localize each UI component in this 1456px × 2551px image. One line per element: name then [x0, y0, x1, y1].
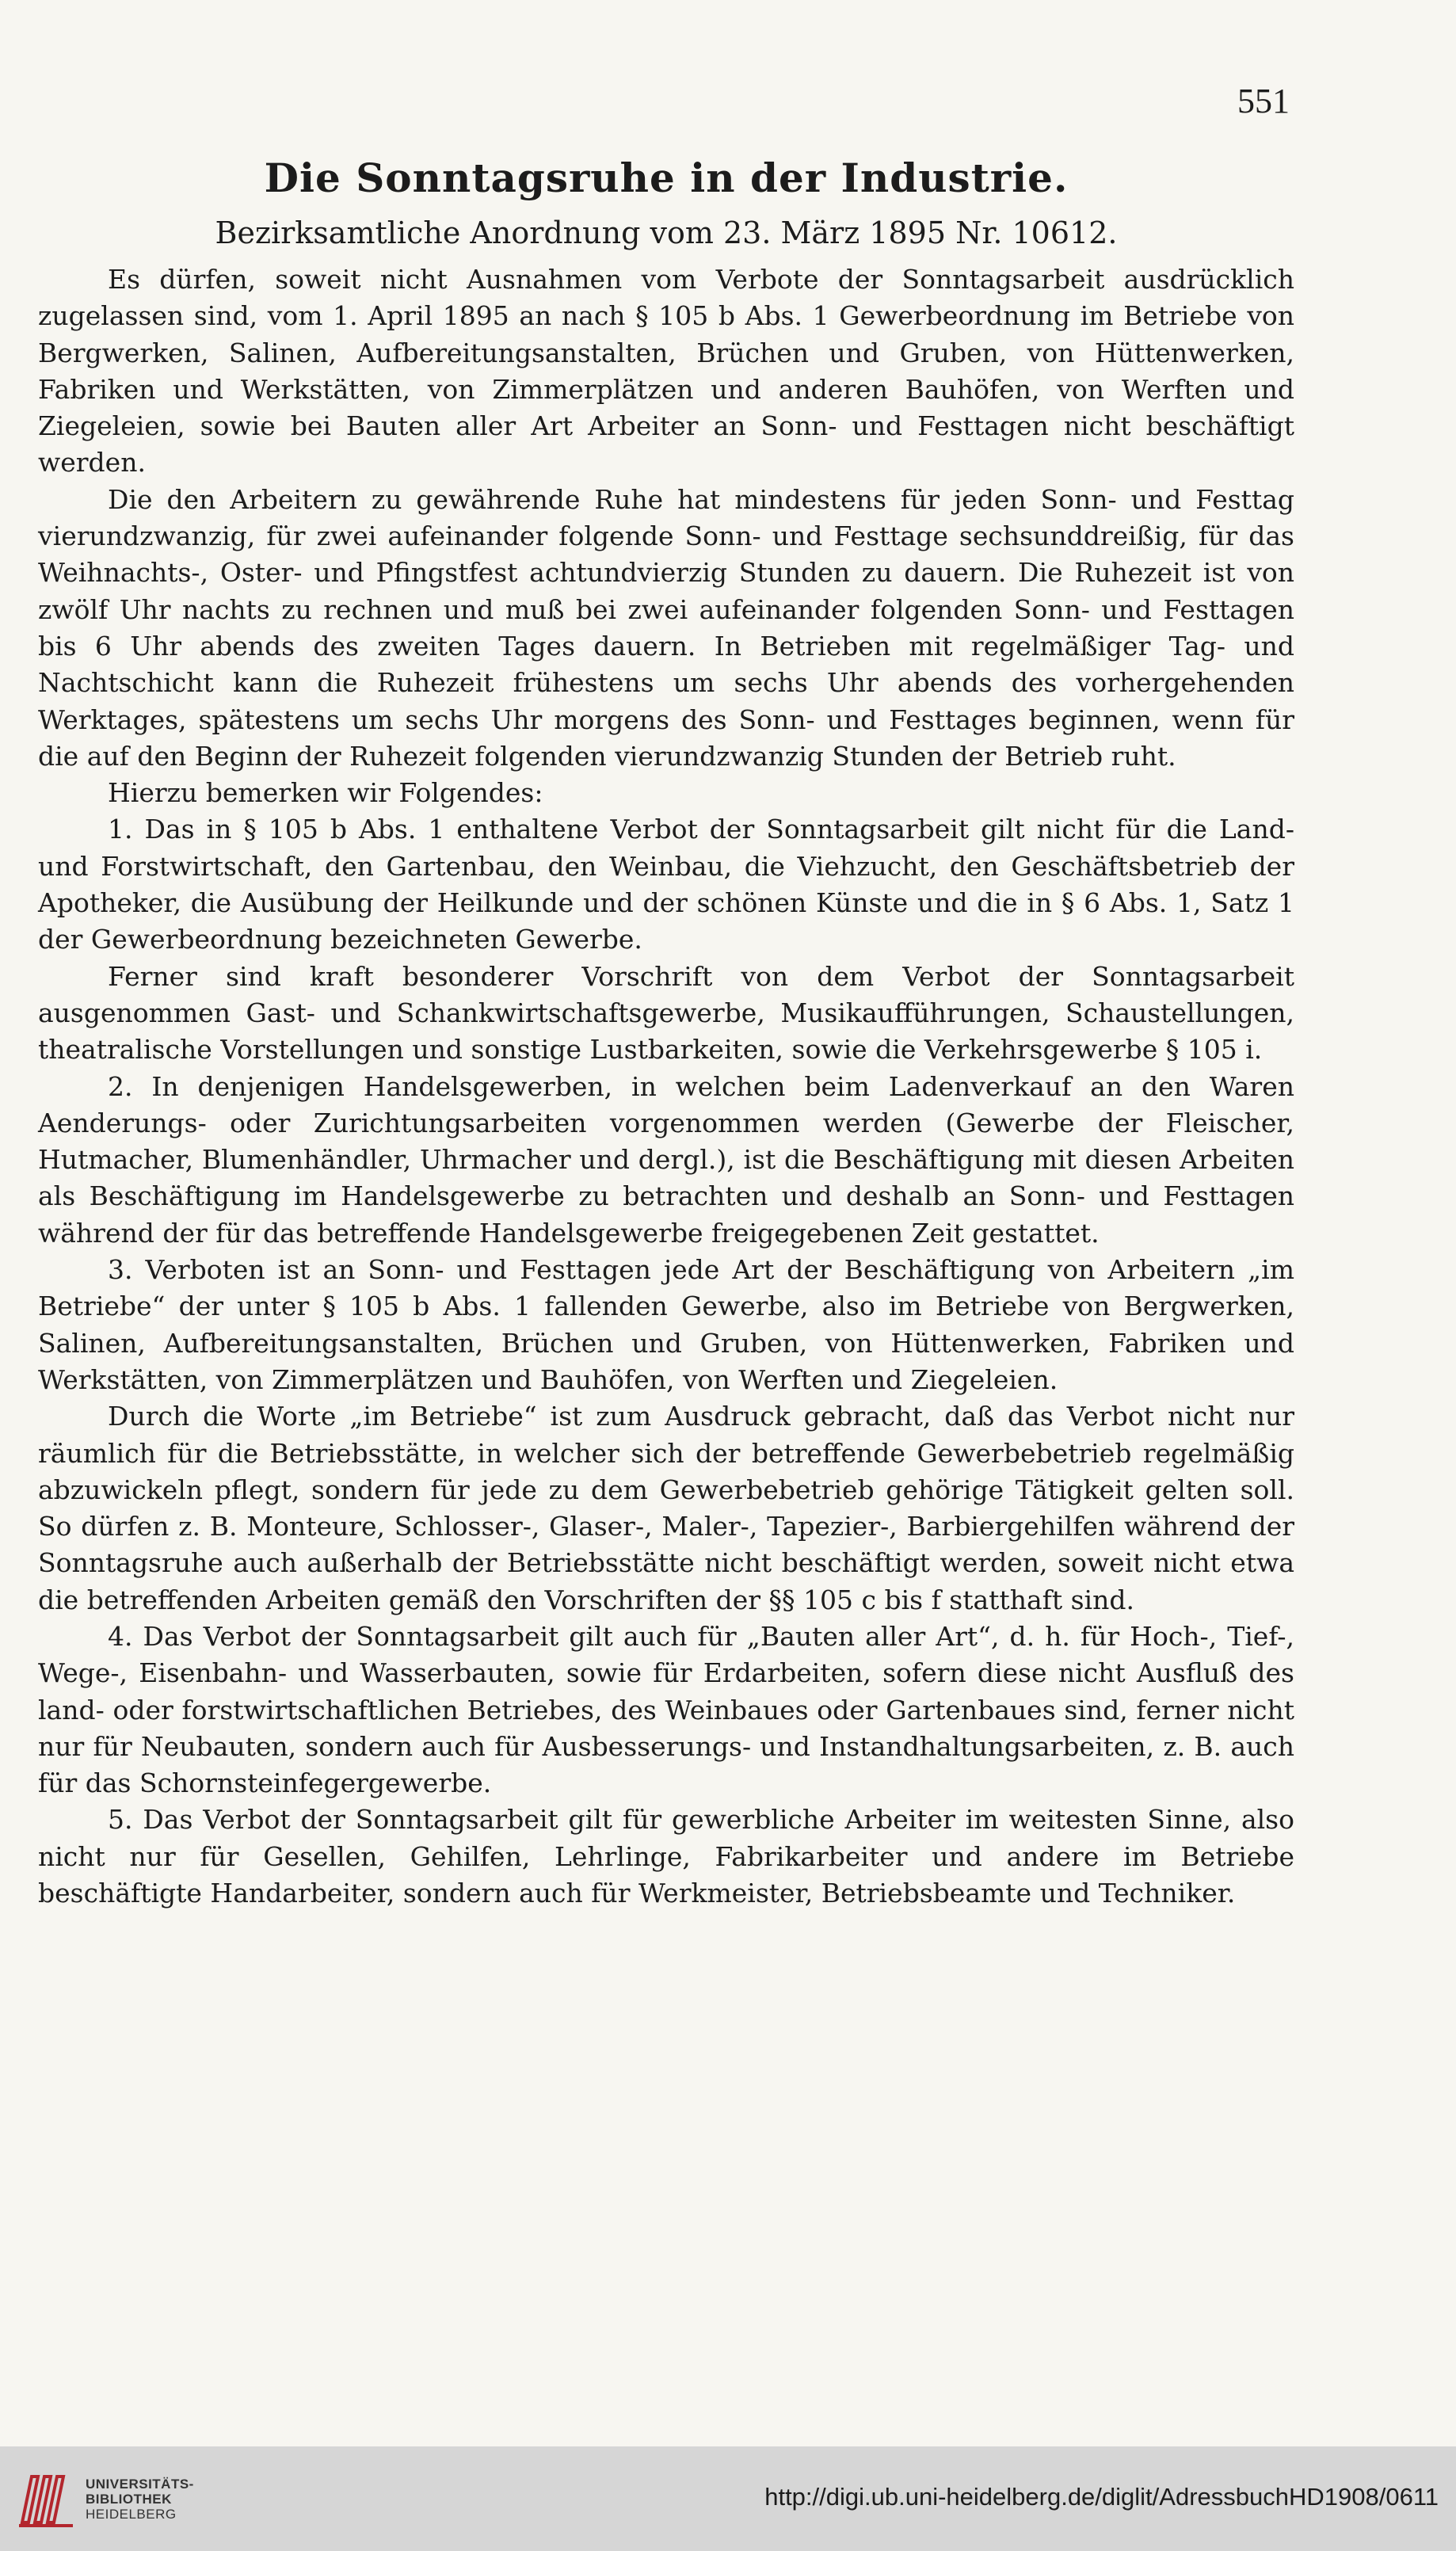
library-name-line1: UNIVERSITÄTS- [86, 2477, 194, 2492]
document-body [38, 154, 1294, 1912]
source-url-link[interactable]: http://digi.ub.uni-heidelberg.de/diglit/AdressbuchHD1908/0611 [764, 2483, 1439, 2511]
library-name-line3: HEIDELBERG [86, 2507, 177, 2522]
paragraph-item-5: 5. Das Verbot der Sonntagsarbeit gilt für gewerbliche Arbeiter im weitesten Sinne, also nicht nur für Gesellen, Gehilfen, Lehrlinge, Fabrikarbeiter und andere im Betriebe beschäftigte Handarbeiter, sondern auch für Werkmeister, Betriebsbeamte und Techniker. [38, 1804, 1294, 1909]
university-seal-icon [14, 2467, 78, 2530]
paragraph-intro: Es dürfen, soweit nicht Ausnahmen vom Verbote der Sonntagsarbeit ausdrücklich zugelassen sind, vom 1. April 1895 an nach § 105 b Abs. 1 Gewerbeordnung im Betriebe von Bergwerken, Salinen, Aufbereitungsanstalten, Brüchen und Gruben, von Hüttenwerken, Fabriken und Werkstätten, von Zimmerplätzen und anderen Bauhöfen, von Werften und Ziegeleien, sowie bei Bauten aller Art Arbeiter an Sonn- und Festtagen nicht beschäftigt werden. [38, 264, 1294, 479]
viewer-footer [0, 2446, 1456, 2551]
document-title: Die Sonntagsruhe in der Industrie. [264, 154, 1069, 201]
paragraph-item-4: 4. Das Verbot der Sonntagsarbeit gilt auch für „Bauten aller Art“, d. h. für Hoch-, Tief-, Wege-, Eisenbahn- und Wasserbauten, sowie für Erdarbeiten, sofern diese nicht Ausfluß des land- oder forstwirtschaftlichen Betriebes, des Weinbaues oder Gartenbaues sind, ferner nicht nur für Neubauten, sondern auch für Ausbesserungs- und Instandhaltungsarbeiten, z. B. auch für das Schornsteinfegergewerbe. [38, 1620, 1294, 1799]
paragraph-im-betriebe: Durch die Worte „im Betriebe“ ist zum Ausdruck gebracht, daß das Verbot nicht nur räumlich für die Betriebsstätte, in welcher sich der betreffende Gewerbebetrieb regelmäßig abzuwickeln pflegt, sondern für jede zu dem Gewerbebetrieb gehörige Tätigkeit gelten soll. So dürfen z. B. Monteure, Schlosser-, Glaser-, Maler-, Tapezier-, Barbiergehilfen während der Sonntagsruhe auch außerhalb der Betriebsstätte nicht beschäftigt werden, soweit nicht etwa die betreffenden Arbeiten gemäß den Vorschriften der §§ 105 c bis f statthaft sind. [38, 1401, 1294, 1615]
library-name [86, 2477, 194, 2522]
paragraph-item-2: 2. In denjenigen Handelsgewerben, in welchen beim Ladenverkauf an den Waren Aenderungs- oder Zurichtungsarbeiten vorgenommen werden (Gewerbe der Fleischer, Hutmacher, Blumenhändler, Uhrmacher und dergl.), ist die Beschäftigung mit diesen Arbeiten als Beschäftigung im Handelsgewerbe zu betrachten und deshalb an Sonn- und Festtagen während der für das betreffende Handelsgewerbe freigegebenen Zeit gestattet. [38, 1070, 1294, 1249]
paragraph-rest-period: Die den Arbeitern zu gewährende Ruhe hat mindestens für jeden Sonn- und Festtag vierundzwanzig, für zwei aufeinander folgende Sonn- und Festtage sechsunddreißig, für das Weihnachts-, Oster- und Pfingstfest achtundvierzig Stunden zu dauern. Die Ruhezeit ist von zwölf Uhr nachts zu rechnen und muß bei zwei aufeinander folgenden Sonn- und Festtagen bis 6 Uhr abends des zweiten Tages dauern. In Betrieben mit regelmäßiger Tag- und Nachtschicht kann die Ruhezeit frühestens um sechs Uhr abends des vorhergehenden Werktages, spätestens um sechs Uhr morgens des Sonn- und Festtages beginnen, wenn für die auf den Beginn der Ruhezeit folgenden vierundzwanzig Stunden der Betrieb ruht. [38, 483, 1294, 772]
paragraph-item-1: 1. Das in § 105 b Abs. 1 enthaltene Verbot der Sonntagsarbeit gilt nicht für die Land- und Forstwirtschaft, den Gartenbau, den Weinbau, die Viehzucht, den Geschäftsbetrieb der Apotheker, die Ausübung der Heilkunde und der schönen Künste und die in § 6 Abs. 1, Satz 1 der Gewerbeordnung bezeichneten Gewerbe. [38, 814, 1294, 955]
paragraph-item-3: 3. Verboten ist an Sonn- und Festtagen jede Art der Beschäftigung von Arbeitern „im Betriebe“ der unter § 105 b Abs. 1 fallenden Gewerbe, also im Betriebe von Bergwerken, Salinen, Aufbereitungsanstalten, Brüchen und Gruben, von Hüttenwerken, Fabriken und Werkstätten, von Zimmerplätzen und Bauhöfen, von Werften und Ziegeleien. [38, 1254, 1294, 1395]
page-number: 551 [1237, 82, 1290, 120]
document-subtitle: Bezirksamtliche Anordnung vom 23. März 1895 Nr. 10612. [215, 215, 1118, 250]
library-name-line2: BIBLIOTHEK [86, 2492, 172, 2507]
paragraph-remarks: Hierzu bemerken wir Folgendes: [108, 777, 543, 809]
paragraph-exceptions: Ferner sind kraft besonderer Vorschrift von dem Verbot der Sonntagsarbeit ausgenommen Gast- und Schankwirtschaftsgewerbe, Musikaufführungen, Schaustellungen, theatralische Vorstellungen und sonstige Lustbarkeiten, sowie die Verkehrsgewerbe § 105 i. [38, 960, 1294, 1066]
